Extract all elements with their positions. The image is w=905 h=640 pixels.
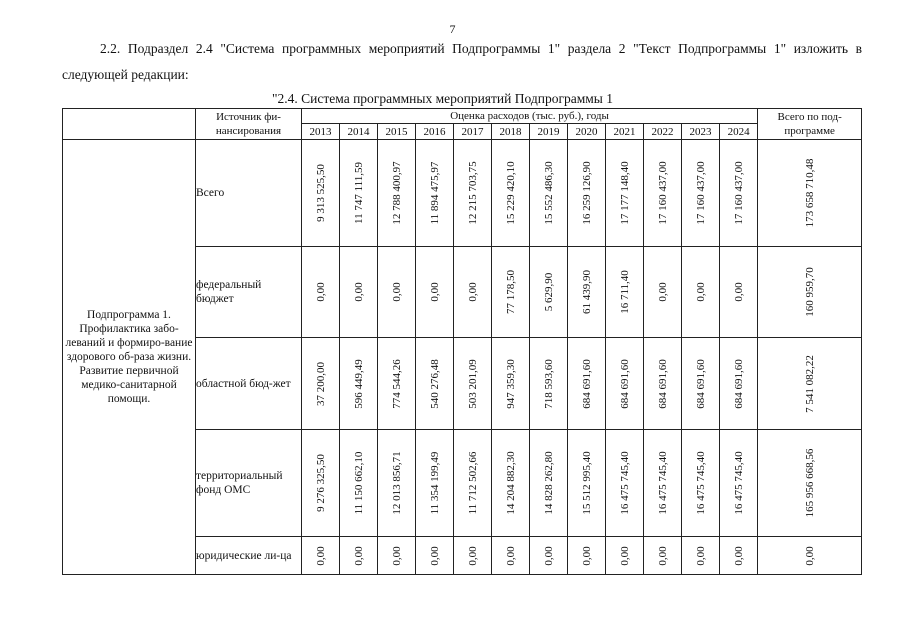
- value-text: 9 313 525,50: [314, 164, 327, 222]
- value-text: 0,00: [314, 545, 327, 566]
- value-cell: [492, 338, 530, 430]
- value-cell: [416, 140, 454, 247]
- value-text: 17 160 437,00: [656, 161, 669, 225]
- value-text: 37 200,00: [314, 361, 327, 406]
- value-cell: [568, 338, 606, 430]
- value-text: 11 150 662,10: [352, 451, 365, 515]
- value-cell: [644, 338, 682, 430]
- value-text: 11 354 199,49: [428, 451, 441, 515]
- table-row: [63, 140, 862, 247]
- value-cell: [454, 247, 492, 338]
- value-text: 5 629,90: [542, 272, 555, 312]
- value-cell: [720, 537, 758, 575]
- value-text: 0,00: [732, 282, 745, 302]
- value-cell: [492, 140, 530, 247]
- header-subprogram-total: Всего по под-программе: [758, 109, 862, 140]
- value-cell: [682, 338, 720, 430]
- funding-source-cell: областной бюд-жет: [196, 338, 302, 430]
- value-text: 12 215 703,75: [466, 161, 479, 225]
- value-text: 15 229 420,10: [504, 161, 517, 225]
- value-text: 0,00: [504, 545, 517, 566]
- value-text: 0,00: [352, 545, 365, 566]
- value-text: 16 475 745,40: [656, 451, 669, 515]
- year-header: 2015: [378, 124, 416, 140]
- value-text: 11 712 502,66: [466, 451, 479, 515]
- value-cell: [530, 247, 568, 338]
- year-header: 2020: [568, 124, 606, 140]
- value-text: 718 593,60: [542, 358, 555, 409]
- value-cell: [454, 140, 492, 247]
- value-text: 0,00: [580, 545, 593, 566]
- value-text: 0,00: [314, 282, 327, 302]
- value-cell: [302, 430, 340, 537]
- value-cell: [720, 247, 758, 338]
- value-cell: [720, 338, 758, 430]
- funding-source-cell: федеральный бюджет: [196, 247, 302, 338]
- header-funding-source: Источник фи-нансирования: [196, 109, 302, 140]
- value-cell: [606, 140, 644, 247]
- total-cell: [758, 430, 862, 537]
- header-cost-estimate: Оценка расходов (тыс. руб.), годы: [302, 109, 758, 124]
- value-text: 16 475 745,40: [694, 451, 707, 515]
- year-header: 2021: [606, 124, 644, 140]
- total-value-text: 173 658 710,48: [803, 158, 816, 228]
- value-text: 77 178,50: [504, 270, 517, 314]
- value-cell: [454, 430, 492, 537]
- value-cell: [530, 338, 568, 430]
- value-text: 17 160 437,00: [732, 161, 745, 225]
- value-text: 0,00: [466, 282, 479, 302]
- value-cell: [530, 140, 568, 247]
- funding-source-cell: Всего: [196, 140, 302, 247]
- program-activities-table: [62, 108, 862, 575]
- value-text: 16 475 745,40: [732, 451, 745, 515]
- value-text: 11 894 475,97: [428, 161, 441, 225]
- value-cell: [720, 430, 758, 537]
- value-text: 0,00: [352, 282, 365, 302]
- value-text: 15 552 486,30: [542, 161, 555, 225]
- value-cell: [606, 247, 644, 338]
- intro-paragraph: 2.2. Подраздел 2.4 "Система программных мероприятий Подпрограммы 1" раздела 2 "Текст Подпрограммы 1" изложить в следующей редакции:: [62, 41, 862, 82]
- value-text: 0,00: [694, 545, 707, 566]
- value-cell: [302, 247, 340, 338]
- year-header: 2019: [530, 124, 568, 140]
- value-cell: [416, 430, 454, 537]
- value-cell: [340, 338, 378, 430]
- value-text: 684 691,60: [618, 358, 631, 409]
- year-header: 2022: [644, 124, 682, 140]
- header-blank: [63, 109, 196, 140]
- value-text: 0,00: [466, 545, 479, 566]
- value-cell: [530, 537, 568, 575]
- value-text: 12 013 856,71: [390, 451, 403, 515]
- subprogram-name-cell: Подпрограмма 1. Профилактика забо-леваний и формиро-вание здорового об-раза жизни. Развитие первичной медико-санитарной помощи.: [63, 140, 196, 575]
- value-text: 540 276,48: [428, 358, 441, 409]
- value-text: 684 691,60: [656, 358, 669, 409]
- value-text: 17 160 437,00: [694, 161, 707, 225]
- year-header: 2014: [340, 124, 378, 140]
- value-text: 684 691,60: [580, 358, 593, 409]
- value-cell: [302, 338, 340, 430]
- year-header: 2024: [720, 124, 758, 140]
- value-text: 9 276 325,50: [314, 454, 327, 512]
- value-cell: [378, 537, 416, 575]
- value-text: 0,00: [390, 545, 403, 566]
- value-cell: [568, 247, 606, 338]
- table-caption: "2.4. Система программных мероприятий Подпрограммы 1: [272, 91, 614, 106]
- value-cell: [568, 140, 606, 247]
- value-cell: [340, 140, 378, 247]
- value-cell: [378, 430, 416, 537]
- value-text: 14 828 262,80: [542, 451, 555, 515]
- value-text: 0,00: [390, 282, 403, 302]
- value-cell: [340, 430, 378, 537]
- value-cell: [606, 430, 644, 537]
- value-cell: [682, 247, 720, 338]
- value-text: 11 747 111,59: [352, 161, 365, 225]
- value-text: 0,00: [618, 545, 631, 566]
- value-cell: [606, 537, 644, 575]
- value-text: 0,00: [428, 282, 441, 302]
- year-header: 2013: [302, 124, 340, 140]
- value-cell: [302, 140, 340, 247]
- value-text: 0,00: [656, 282, 669, 302]
- total-cell: [758, 140, 862, 247]
- value-text: 684 691,60: [732, 358, 745, 409]
- value-text: 596 449,49: [352, 358, 365, 409]
- value-text: 12 788 400,97: [390, 161, 403, 225]
- total-cell: [758, 537, 862, 575]
- year-header: 2016: [416, 124, 454, 140]
- value-text: 16 475 745,40: [618, 451, 631, 515]
- value-cell: [416, 537, 454, 575]
- value-cell: [644, 247, 682, 338]
- value-text: 14 204 882,30: [504, 451, 517, 515]
- value-cell: [454, 338, 492, 430]
- value-text: 16 259 126,90: [580, 161, 593, 225]
- value-cell: [682, 140, 720, 247]
- value-text: 503 201,09: [466, 358, 479, 409]
- total-value-text: 165 956 668,56: [803, 448, 816, 518]
- value-cell: [454, 537, 492, 575]
- value-text: 0,00: [732, 545, 745, 566]
- year-header: 2023: [682, 124, 720, 140]
- table-body: [63, 140, 862, 575]
- funding-source-cell: юридические ли-ца: [196, 537, 302, 575]
- value-text: 774 544,26: [390, 358, 403, 409]
- value-text: 17 177 148,40: [618, 161, 631, 225]
- value-cell: [644, 537, 682, 575]
- total-value-text: 160 959,70: [803, 267, 816, 317]
- value-cell: [378, 140, 416, 247]
- value-cell: [644, 430, 682, 537]
- value-cell: [492, 537, 530, 575]
- funding-source-cell: территориальный фонд ОМС: [196, 430, 302, 537]
- value-text: 0,00: [428, 545, 441, 566]
- value-cell: [644, 140, 682, 247]
- total-value-text: 7 541 082,22: [803, 354, 816, 413]
- value-text: 684 691,60: [694, 358, 707, 409]
- year-header: 2017: [454, 124, 492, 140]
- value-cell: [682, 430, 720, 537]
- value-cell: [606, 338, 644, 430]
- total-value-text: 0,00: [803, 545, 816, 566]
- value-cell: [378, 247, 416, 338]
- total-cell: [758, 247, 862, 338]
- value-cell: [682, 537, 720, 575]
- value-cell: [340, 537, 378, 575]
- year-header: 2018: [492, 124, 530, 140]
- value-text: 15 512 995,40: [580, 451, 593, 515]
- value-cell: [302, 537, 340, 575]
- header-row-top: [63, 109, 862, 124]
- value-cell: [568, 430, 606, 537]
- value-cell: [492, 247, 530, 338]
- value-cell: [416, 247, 454, 338]
- total-cell: [758, 338, 862, 430]
- value-text: 947 359,30: [504, 358, 517, 409]
- value-cell: [530, 430, 568, 537]
- value-cell: [568, 537, 606, 575]
- value-cell: [492, 430, 530, 537]
- value-text: 61 439,90: [580, 270, 593, 314]
- value-text: 16 711,40: [618, 270, 631, 314]
- value-text: 0,00: [542, 545, 555, 566]
- value-cell: [720, 140, 758, 247]
- value-text: 0,00: [694, 282, 707, 302]
- value-cell: [378, 338, 416, 430]
- page-number: 7: [449, 22, 456, 36]
- value-cell: [416, 338, 454, 430]
- value-text: 0,00: [656, 545, 669, 566]
- value-cell: [340, 247, 378, 338]
